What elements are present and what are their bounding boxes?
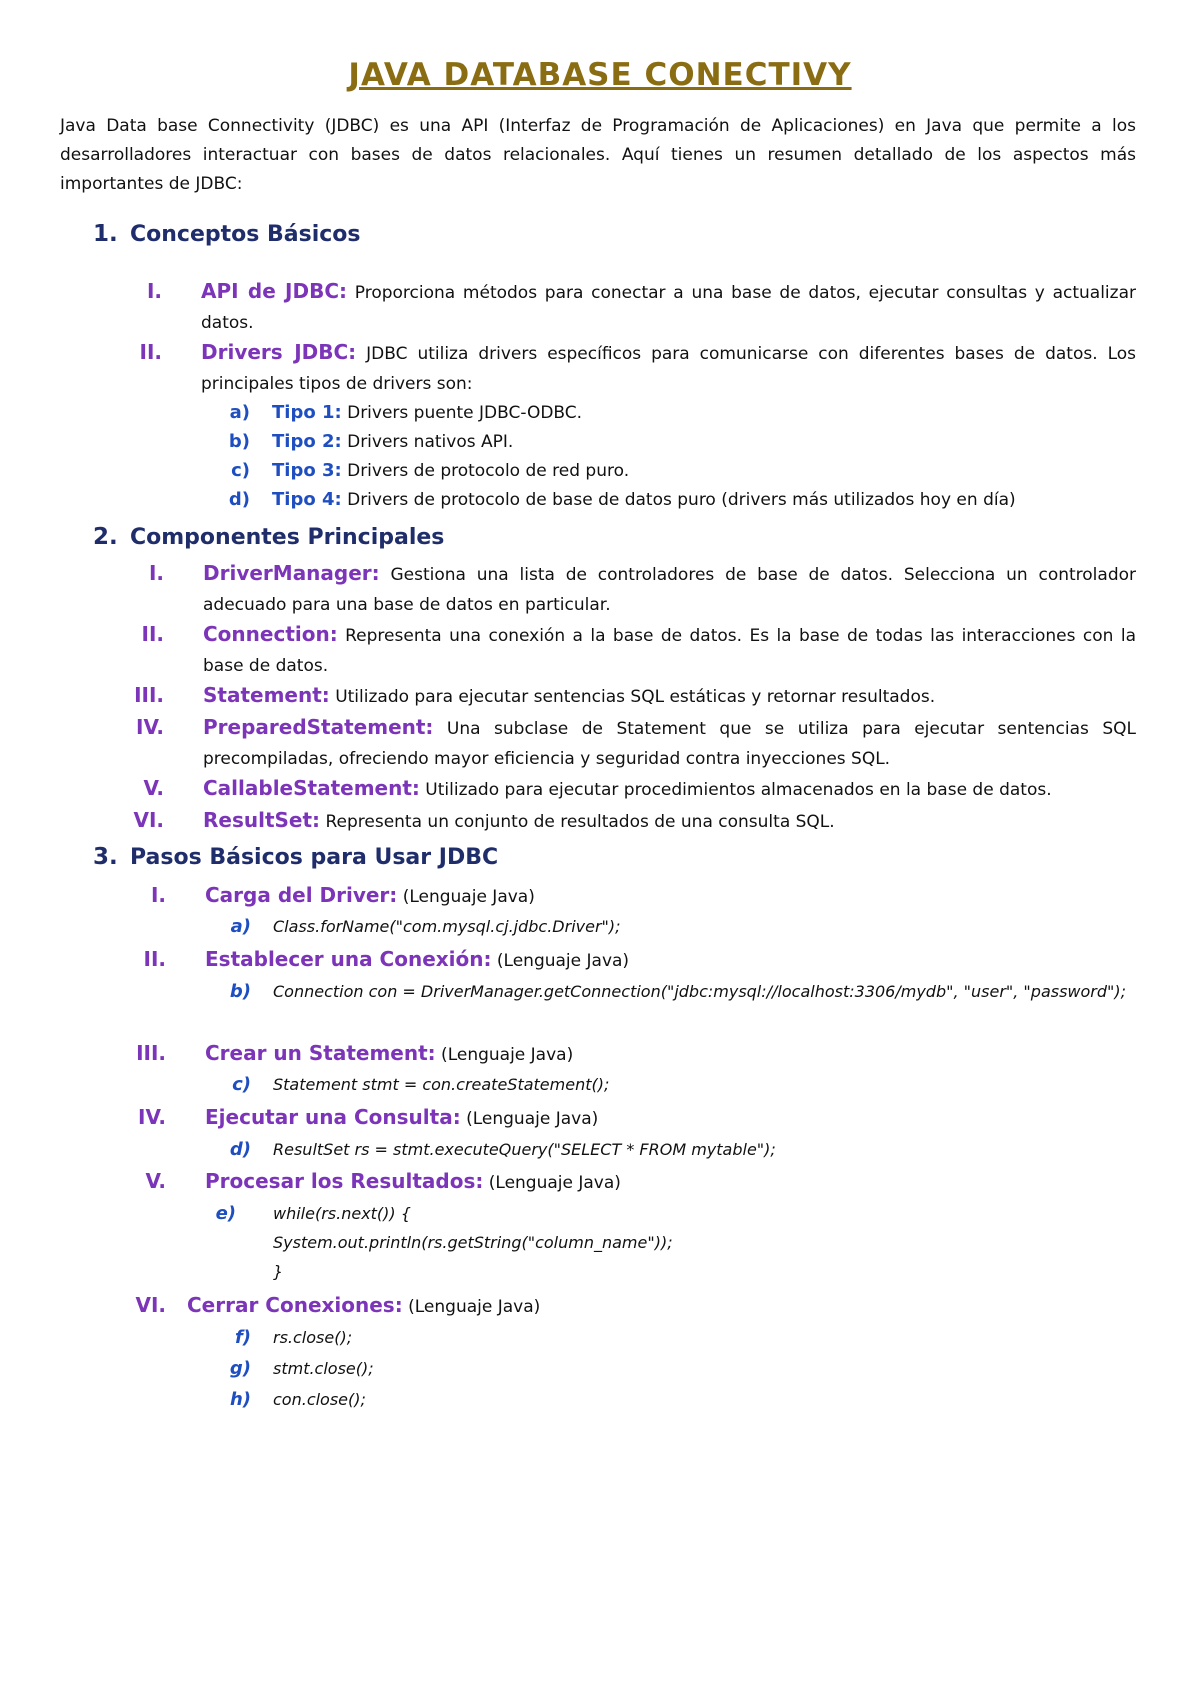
s2-item-1-roman: I.: [148, 561, 164, 585]
type-3-letter: c): [231, 460, 250, 481]
s1-item-1-roman: I.: [146, 279, 162, 303]
type-1: [272, 398, 582, 428]
s1-item-1-term: API de JDBC:: [201, 279, 348, 303]
step-3-lang: (Lenguaje Java): [435, 1045, 574, 1065]
type-4-label: Tipo 4:: [272, 489, 342, 510]
s2-item-3-text: Utilizado para ejecutar sentencias SQL estáticas y retornar resultados.: [329, 687, 936, 707]
s2-item-5: [203, 774, 1136, 806]
step-6-roman: VI.: [135, 1293, 166, 1317]
code-g: stmt.close();: [273, 1359, 374, 1378]
s1-item-1-text: Proporciona métodos para conectar a una base de datos, ejecutar consultas y actualizar datos.: [201, 283, 1136, 333]
code-e-letter: e): [215, 1203, 236, 1224]
step-2-roman: II.: [143, 947, 166, 971]
type-2: [272, 427, 513, 457]
s2-item-1-term: DriverManager:: [203, 561, 380, 585]
step-6-lang: (Lenguaje Java): [402, 1297, 541, 1317]
s2-item-2-roman: II.: [141, 622, 164, 646]
step-1-lang: (Lenguaje Java): [397, 887, 535, 907]
section-1-number: 1.: [93, 221, 118, 247]
code-e-line-2: System.out.println(rs.getString("column_name"));: [273, 1233, 673, 1252]
s2-item-2-text: Representa una conexión a la base de datos. Es la base de todas las interacciones con la base de datos.: [203, 626, 1136, 676]
s2-item-4-roman: IV.: [136, 715, 164, 739]
code-f-letter: f): [234, 1327, 251, 1348]
s2-item-6-text: Representa un conjunto de resultados de una consulta SQL.: [320, 812, 835, 832]
code-c: Statement stmt = con.createStatement();: [273, 1075, 610, 1094]
type-2-letter: b): [228, 431, 250, 452]
step-1-term: Carga del Driver:: [205, 883, 398, 907]
s2-item-6-term: ResultSet:: [203, 808, 321, 832]
s2-item-1: [203, 559, 1136, 620]
step-6-term: Cerrar Conexiones:: [187, 1293, 403, 1317]
document-title: JAVA DATABASE CONECTIVY: [348, 57, 852, 93]
s2-item-3-term: Statement:: [203, 683, 330, 707]
code-a-letter: a): [230, 916, 251, 937]
step-4-lang: (Lenguaje Java): [460, 1109, 599, 1129]
s2-item-2: [203, 620, 1136, 681]
code-b-letter: b): [229, 981, 251, 1002]
type-3-text: Drivers de protocolo de red puro.: [341, 461, 630, 481]
section-1-title: Conceptos Básicos: [130, 222, 361, 247]
type-1-text: Drivers puente JDBC-ODBC.: [341, 403, 583, 423]
s1-item-2-roman: II.: [139, 340, 162, 364]
s1-item-1: [201, 277, 1136, 338]
step-4-term: Ejecutar una Consulta:: [205, 1105, 461, 1129]
step-1-roman: I.: [150, 883, 166, 907]
section-3-title: Pasos Básicos para Usar JDBC: [130, 845, 499, 870]
step-2: [205, 945, 629, 977]
s2-item-5-roman: V.: [143, 776, 164, 800]
type-1-letter: a): [229, 402, 250, 423]
s2-item-3-roman: III.: [134, 683, 164, 707]
code-a: Class.forName("com.mysql.cj.jdbc.Driver");: [273, 917, 621, 936]
step-5-lang: (Lenguaje Java): [483, 1173, 621, 1193]
s2-item-4-text: Una subclase de Statement que se utiliza para ejecutar sentencias SQL precompiladas, ofreciendo mayor eficiencia y seguridad contra inyecciones SQL.: [203, 719, 1136, 769]
code-b: Connection con = DriverManager.getConnection("jdbc:mysql://localhost:3306/mydb", "user", "password");: [273, 982, 1127, 1001]
type-2-label: Tipo 2:: [272, 431, 342, 452]
s2-item-1-text: Gestiona una lista de controladores de base de datos. Selecciona un controlador adecuado para una base de datos en particular.: [203, 565, 1136, 615]
code-h: con.close();: [273, 1390, 366, 1409]
type-3: [272, 456, 629, 486]
s2-item-6: [203, 806, 1136, 838]
type-4-text: Drivers de protocolo de base de datos puro (drivers más utilizados hoy en día): [341, 490, 1016, 510]
section-2-title: Componentes Principales: [130, 525, 445, 550]
s2-item-2-term: Connection:: [203, 622, 338, 646]
step-5: [205, 1167, 621, 1199]
step-3: [205, 1039, 573, 1071]
step-2-term: Establecer una Conexión:: [205, 947, 492, 971]
type-1-label: Tipo 1:: [272, 402, 342, 423]
type-4: [272, 485, 1016, 515]
s2-item-4-term: PreparedStatement:: [203, 715, 434, 739]
section-3-number: 3.: [93, 844, 118, 870]
code-h-letter: h): [229, 1389, 251, 1410]
code-e-line-1: while(rs.next()) {: [273, 1204, 411, 1223]
step-3-roman: III.: [136, 1041, 166, 1065]
step-4-roman: IV.: [138, 1105, 166, 1129]
step-2-lang: (Lenguaje Java): [491, 951, 630, 971]
intro-paragraph: Java Data base Connectivity (JDBC) es una API (Interfaz de Programación de Aplicaciones) en Java que permite a los desarrolladores interactuar con bases de datos relacionales. Aquí tienes un resumen detallado de los aspectos más importantes de JDBC:: [60, 116, 1136, 194]
s1-item-2: [201, 338, 1136, 399]
s2-item-6-roman: VI.: [133, 808, 164, 832]
type-2-text: Drivers nativos API.: [341, 432, 514, 452]
step-5-term: Procesar los Resultados:: [205, 1169, 484, 1193]
s1-item-2-term: Drivers JDBC:: [201, 340, 357, 364]
type-4-letter: d): [228, 489, 250, 510]
code-c-letter: c): [232, 1074, 251, 1095]
code-f: rs.close();: [273, 1328, 353, 1347]
s2-item-3: [203, 681, 1136, 713]
step-3-term: Crear un Statement:: [205, 1041, 436, 1065]
code-e-line-3: }: [273, 1262, 284, 1281]
s2-item-5-text: Utilizado para ejecutar procedimientos almacenados en la base de datos.: [419, 780, 1052, 800]
code-d: ResultSet rs = stmt.executeQuery("SELECT * FROM mytable");: [273, 1140, 776, 1159]
s2-item-5-term: CallableStatement:: [203, 776, 420, 800]
step-6: [187, 1291, 540, 1323]
s1-item-2-text: JDBC utiliza drivers específicos para comunicarse con diferentes bases de datos. Los principales tipos de drivers son:: [201, 344, 1137, 394]
type-3-label: Tipo 3:: [272, 460, 342, 481]
step-5-roman: V.: [145, 1169, 166, 1193]
step-1: [205, 881, 535, 913]
code-g-letter: g): [229, 1358, 251, 1379]
section-2-number: 2.: [93, 524, 118, 550]
step-4: [205, 1103, 598, 1135]
code-d-letter: d): [229, 1139, 251, 1160]
s2-item-4: [203, 713, 1136, 774]
